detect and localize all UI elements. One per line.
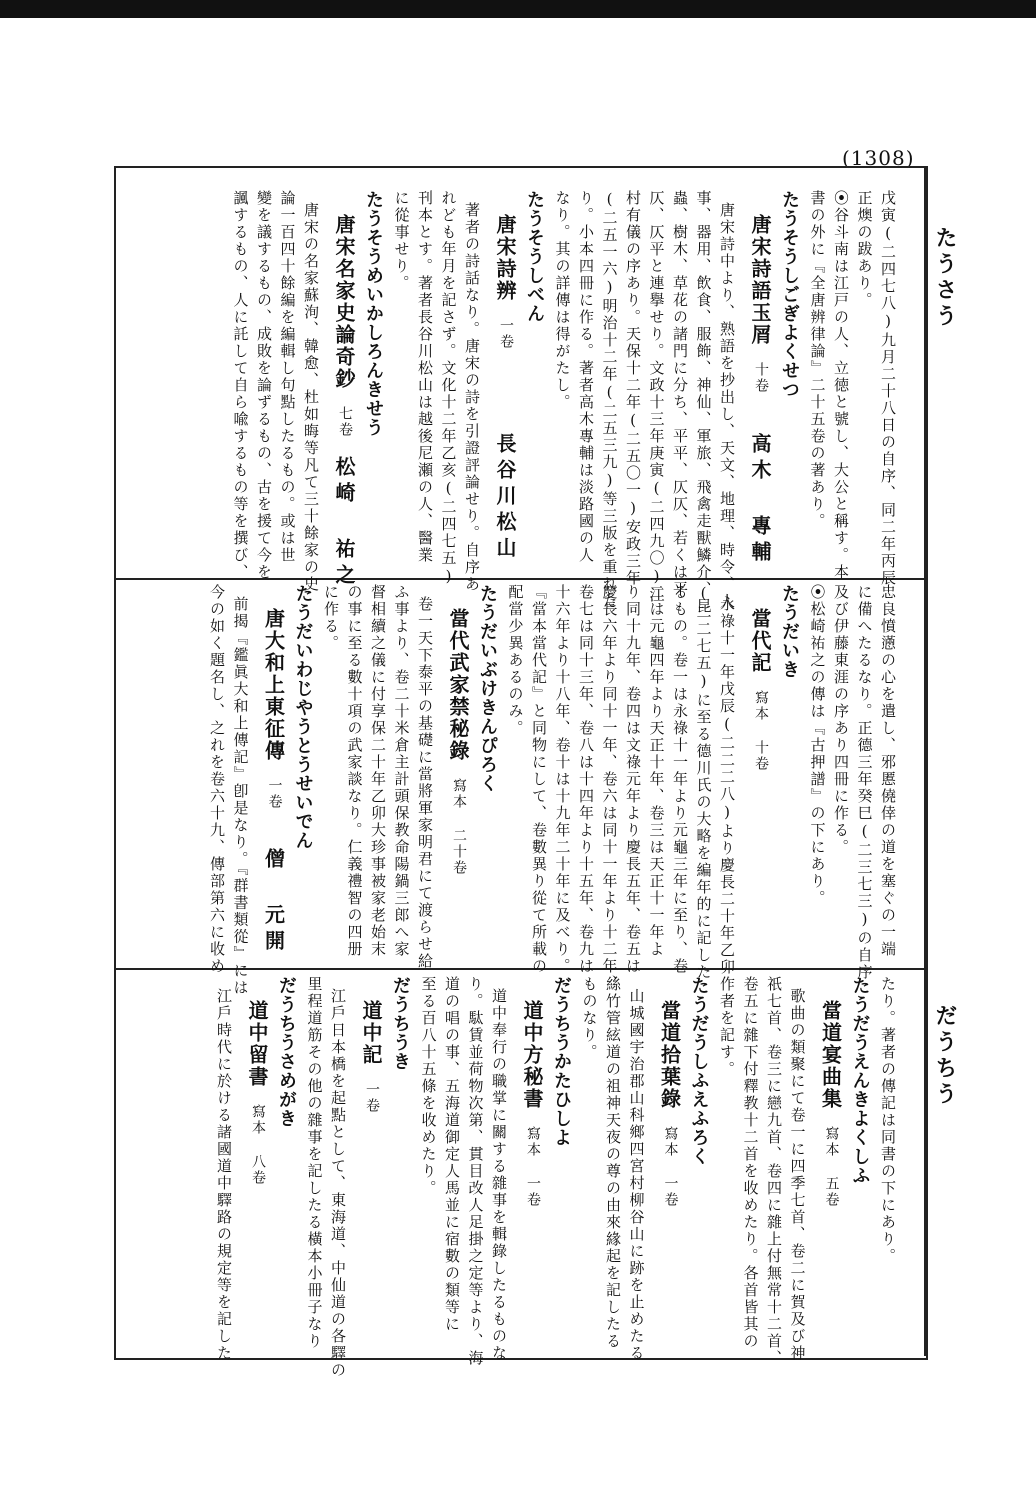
entry-text-line: 江戶時代に於ける諸國道中驛路の規定等を記した xyxy=(215,988,233,1362)
entry-author: 高木 專輔 xyxy=(748,433,772,567)
entry-reading: たうそうしべん xyxy=(524,190,545,323)
continuation-line: 及び伊藤東涯の序あり四冊に作る。 xyxy=(832,584,850,856)
entry-title: 道中方秘書 xyxy=(520,1000,544,1110)
entry-title: 唐宋詩辨 xyxy=(493,214,517,302)
entry-text-line: ものなり。 xyxy=(580,976,599,1061)
entry-volumes: 一卷 xyxy=(364,1082,380,1114)
continuation-line: 戊寅(二四七八)九月二十八日の自序、同二年丙辰 xyxy=(879,190,897,587)
entry-author: 僧 元開 xyxy=(261,848,286,956)
entry-volumes: 寫本 一卷 xyxy=(662,1126,679,1208)
header-tab-lower: だうちう xyxy=(932,1004,958,1108)
continuation-line: ⦿谷斗南は江戸の人、立徳と號し、大公と稱す。本 xyxy=(832,190,850,581)
entry-text-line: 督相續之儀に付享保二十年乙卯大珍事被家老始末 xyxy=(369,584,387,958)
entry-text-line: 慶長六年より同十一年、卷六は同十一年より十二年、 xyxy=(600,584,619,992)
entry-text-line: 著者の詩話なり。唐宋の詩を引證評論せり。自序あ xyxy=(463,202,481,593)
entry-text-line: り同十九年、卷四は文祿元年より慶長五年、卷五は xyxy=(624,584,642,975)
entry-text-line: 江戶日本橋を起點として、東海道、中仙道の各驛の xyxy=(329,988,347,1379)
entry-text-line: 諷するもの、人に託して自ら喩するもの等を撰び、 xyxy=(231,190,250,581)
entry-reading: たうそうめいかしろんきせう xyxy=(363,190,384,437)
entry-text-line: 前揭『鑑眞大和上傳記』卽是なり。『群書類從』には xyxy=(231,596,250,997)
entry-volumes: 十卷 xyxy=(753,362,769,394)
entry-text-line: 卷一天下泰平の基礎に當將軍家明君にて渡らせ給 xyxy=(416,596,434,970)
entry-text-line: 村有儀の序あり。天保十二年(二五〇一)安政三年 xyxy=(624,190,642,587)
entry-text-line: 唐宋の名家蘇洵、韓愈、杜如晦等凡て三十餘家の史 xyxy=(302,202,320,593)
entry-volumes: 一卷 xyxy=(498,318,514,350)
entry-reading: だうちうさめがき xyxy=(276,976,297,1128)
entry-text-line: 配當少異あるのみ。 xyxy=(506,584,525,737)
entry-text-line: るもの。卷一は永祿十一年より元龜三年に至り、卷 xyxy=(671,584,689,975)
entry-reading: たうだいわじやうとうせいでん xyxy=(292,584,314,850)
entry-title: 道中留書 xyxy=(245,1000,269,1088)
entry-title: 當道宴曲集 xyxy=(818,1000,843,1110)
continuation-line: たり。著者の傳記は同書の下にあり。 xyxy=(879,976,897,1265)
entry-text-line: 卷七は同十三年、卷八は十四年より十五年、卷九は xyxy=(577,584,595,975)
entry-title: 當代記 xyxy=(748,608,772,674)
entry-text-line: の事に至る數十項の武家談なり。仁義禮智の四册 xyxy=(345,584,364,958)
entry-text-line: 今の如く題名し、之れを卷六十九、傳部第六に收め xyxy=(208,584,226,975)
entry-text-line: 祇七首、卷三に戀九首、卷四に雜上付無常十二首、 xyxy=(765,976,783,1367)
entry-volumes: 寫本 五卷 xyxy=(823,1126,840,1208)
entry-title: 當道拾葉錄 xyxy=(657,1000,682,1110)
entry-text-line: 仄、仄平と連擧せり。文政十三年庚寅(二四九〇)江 xyxy=(647,190,666,604)
entry-text-line: 歌曲の類聚にて卷一に四季七首、卷二に賀及び神 xyxy=(788,988,807,1362)
entry-text-line: 唐宋詩中より、熟語を抄出し、天文、地理、時令、人 xyxy=(718,202,736,610)
entry-text-line: 變を議するもの、成敗を論ずるもの、古を援て今を xyxy=(255,190,273,581)
entry-reading: たうそうしごぎよくせつ xyxy=(779,190,800,399)
entry-text-line: 事、器用、飲食、服飾、神仙、軍旅、飛禽走獸鱗介、昆 xyxy=(694,190,713,615)
entry-text-line: に作る。 xyxy=(322,584,340,652)
entry-text-line: 山城國宇治郡山科鄉四宮村柳谷山に跡を止めたる xyxy=(627,988,646,1362)
entry-text-line: なり。其の詳傳は得がたし。 xyxy=(553,190,572,411)
entry-volumes: 寫本 一卷 xyxy=(525,1126,541,1208)
entry-text-line: 道の唱の事、五海道御定人馬並に宿數の類等に xyxy=(443,976,461,1333)
entry-reading: たうだいぶけきんぴろく xyxy=(477,584,498,793)
continuation-line: ⦿松崎祐之の傳は『古押譜』の下にあり。 xyxy=(808,584,827,907)
entry-text-line: 里程道筋その他の雜事を記したる橫本小冊子なり xyxy=(305,976,324,1350)
entry-reading: だうちうき xyxy=(390,976,411,1071)
entry-volumes: 寫本 二十卷 xyxy=(451,778,467,876)
entry-text-line: り。小本四冊に作る。著者高木專輔は淡路國の人 xyxy=(577,190,595,564)
entry-text-line: 作者を記す。 xyxy=(718,976,736,1078)
entry-reading: たうだいき xyxy=(779,584,800,679)
entry-text-line: 刊本とす。著者長谷川松山は越後尼瀬の人、醫業 xyxy=(416,190,434,564)
entry-title: 道中記 xyxy=(359,1000,383,1066)
entry-reading: たうだうしふえふろく xyxy=(688,976,710,1166)
entry-title: 唐宋詩語玉屑 xyxy=(748,214,772,346)
tab-column-rule xyxy=(924,166,926,1356)
continuation-line: 書の外に『全唐辨律論』二十五卷の著あり。 xyxy=(808,190,827,530)
entry-volumes: 寫本 十卷 xyxy=(753,690,769,772)
continuation-line: 忠良憤懣の心を遣し、邪慝僥倖の道を塞ぐの一端 xyxy=(879,584,897,958)
entry-text-line: 十六年より十八年、卷十は十九年二十年に及べり。 xyxy=(553,584,572,975)
entry-author: 長谷川松山 xyxy=(493,433,517,563)
entry-volumes: 七卷 xyxy=(337,406,353,438)
top-edge-bar xyxy=(0,0,1036,18)
entry-text-line: り。駄賃並荷物次第、貫目改人足掛之定等より、海 xyxy=(466,976,485,1367)
entry-text-line: 永祿十一年戊辰(二二二八)より慶長二十年乙卯 xyxy=(718,596,736,976)
entry-reading: たうだうえんきよくしふ xyxy=(849,976,871,1185)
entry-author: 松崎 祐之 xyxy=(332,456,356,590)
entry-volumes: 一卷 xyxy=(266,778,283,810)
entry-text-line: ふ事より、卷二十米倉主計頭保教命陽鍋三郎へ家 xyxy=(392,584,411,958)
entry-title: 唐宋名家史論奇鈔 xyxy=(332,214,356,390)
header-tab-upper: たうさう xyxy=(932,226,958,330)
entry-text-line: に從事せり。 xyxy=(392,190,411,292)
entry-text-line: (二五一六)明治十二年(二五三九)等三版を重れた xyxy=(600,190,619,610)
entry-text-line: 絲竹管絃道の祖神天夜の尊の由來緣起を記したる xyxy=(604,976,622,1350)
entry-text-line: 『當本當代記』と同物にして、卷數異り從て所載の xyxy=(530,584,548,975)
entry-text-line: 卷五に雜下付釋教十二首を收めたり。各首皆其の xyxy=(741,976,760,1350)
entry-text-line: 二は元龜四年より天正十年、卷三は天正十一年よ xyxy=(647,584,666,958)
entry-text-line: 至る百八十五條を收めたり。 xyxy=(419,976,438,1197)
continuation-line: に備へたるなり。正德三年癸巳(二三七三)の自序 xyxy=(855,584,874,981)
entry-text-line: 蟲、樹木、草花の諸門に分ち、平平、仄仄、若くは平 xyxy=(671,190,689,598)
entry-title: 當代武家禁秘錄 xyxy=(446,608,470,762)
entry-text-line: 道中奉行の職掌に關する雜事を輯錄したるものな xyxy=(490,988,508,1362)
entry-title: 唐大和上東征傳 xyxy=(261,608,286,762)
entry-text-line: れども年月を記さず。文化十二年乙亥(二四七五) xyxy=(439,190,458,587)
entry-volumes: 寫本 八卷 xyxy=(250,1104,266,1186)
entry-text-line: 論一百四十餘編を編輯し句點したるもの。或は世 xyxy=(278,190,297,564)
entry-reading: だうちうかたひしよ xyxy=(551,976,572,1147)
entry-text-line: (二二七五)に至る德川氏の大略を編年的に記した xyxy=(694,584,713,981)
page-number: (1308) xyxy=(842,146,915,170)
continuation-line: 正燠の跋あり。 xyxy=(855,190,874,309)
